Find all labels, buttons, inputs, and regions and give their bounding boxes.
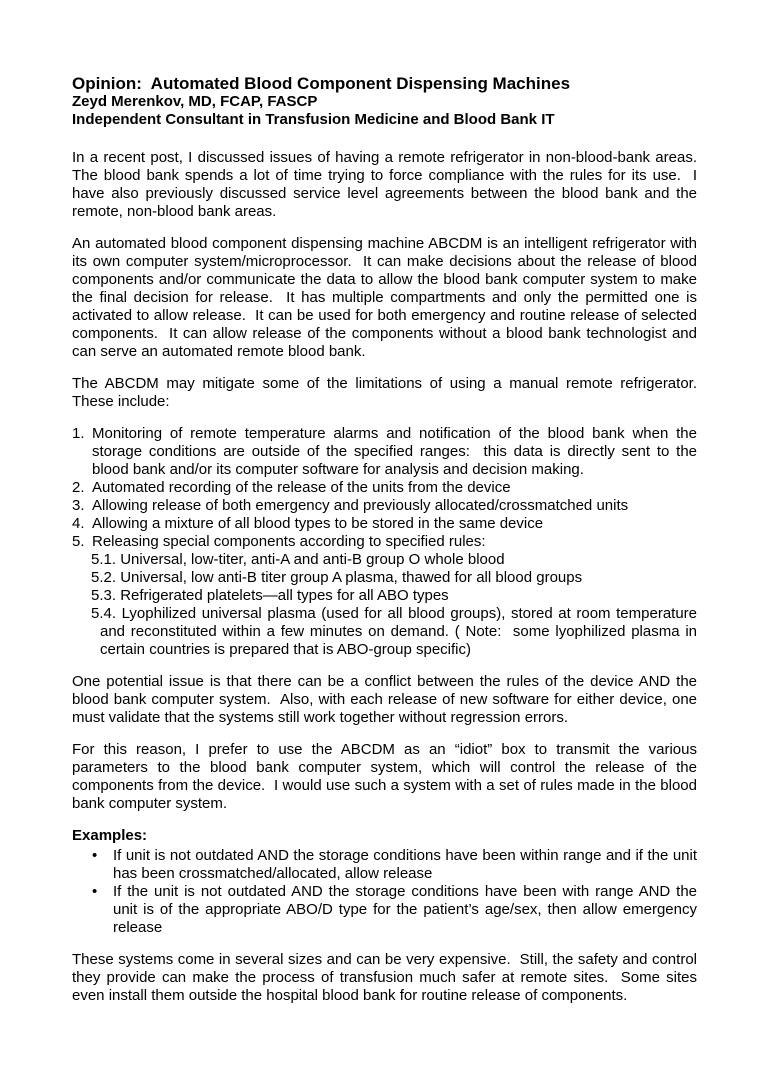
sub-list-item (91, 587, 697, 605)
document-title: Opinion: Automated Blood Component Dispensing Machines (72, 74, 571, 93)
paragraph-closing: These systems come in several sizes and can be very expensive. Still, the safety and control they provide can make the process of transfusion much safer at remote sites. Some sites even install them outside the hospital blood bank for routine release of components. (72, 951, 702, 1004)
list-item (72, 497, 697, 515)
author-line: Zeyd Merenkov, MD, FCAP, FASCP (72, 93, 318, 110)
sub-list-item-text: Lyophilized universal plasma (used for all blood groups), stored at room temperature and reconstituted within a few minutes on demand. ( Note: some lyophilized plasma in certain countries is prepared that is ABO-group specific) (100, 605, 702, 658)
examples-heading: Examples: (72, 827, 148, 844)
list-item (72, 533, 697, 551)
examples-bullet-list (72, 847, 702, 937)
numbered-list (72, 425, 702, 659)
bullet-text: If the unit is not outdated AND the storage conditions have been with range AND the unit is of the appropriate ABO/D type for the patient’s age/sex, then allow emergency release (113, 883, 702, 936)
sub-list-item-number: 5.3. (91, 587, 121, 604)
list-item-number: 1. (72, 425, 85, 442)
paragraph-conflict: One potential issue is that there can be a conflict between the rules of the device AND the blood bank computer system. Also, with each release of new software for either device, one must validate that the systems still work together without regression errors. (72, 673, 702, 726)
bullet-text: If unit is not outdated AND the storage conditions have been within range and if the unit has been crossmatched/allocated, allow release (113, 847, 702, 882)
list-item (72, 479, 697, 497)
list-item-text: Monitoring of remote temperature alarms and notification of the blood bank when the storage conditions are outside of the specified ranges: this data is directly sent to the blood bank and/or its computer software for analysis and decision making. (92, 425, 702, 478)
sub-list-item-number: 5.4. (91, 605, 122, 622)
sub-list-item-number: 5.2. (91, 569, 121, 586)
paragraph-intro: In a recent post, I discussed issues of having a remote refrigerator in non-blood-bank areas. The blood bank spends a lot of time trying to force compliance with the rules for its use. I have also previously discussed service level agreements between the blood bank and the remote, non-blood bank areas. (72, 149, 706, 220)
list-item-number: 5. (72, 533, 85, 550)
list-item-number: 3. (72, 497, 85, 514)
list-item-text: Allowing release of both emergency and previously allocated/crossmatched units (92, 497, 629, 514)
paragraph-mitigate: The ABCDM may mitigate some of the limitations of using a manual remote refrigerator. These include: (72, 375, 706, 410)
list-item-text: Releasing special components according to specified rules: (92, 533, 486, 550)
sub-list-item-text: Universal, low anti-B titer group A plasma, thawed for all blood groups (120, 569, 583, 586)
sub-list-item-number: 5.1. (91, 551, 121, 568)
paragraph-abcdm-description: An automated blood component dispensing machine ABCDM is an intelligent refrigerator with its own computer system/microprocessor. It can make decisions about the release of blood components and/or communicate the data to allow the blood bank computer system to make the final decision for release. It has multiple compartments and only the permitted one is activated to allow release. It can be used for both emergency and routine release of selected components. It can allow release of the components without a blood bank technologist and can serve an automated remote blood bank. (72, 235, 702, 360)
list-item-number: 4. (72, 515, 85, 532)
sub-list-item-text: Universal, low-titer, anti-A and anti-B group O whole blood (120, 551, 505, 568)
bullet-item (92, 847, 702, 883)
sub-list-item (91, 605, 702, 659)
list-item (72, 425, 702, 479)
list-item (72, 515, 697, 533)
paragraph-reason: For this reason, I prefer to use the ABCDM as an “idiot” box to transmit the various parameters to the blood bank computer system, which will control the release of the components from the device. I would use such a system with a set of rules made in the blood bank computer system. (72, 741, 702, 812)
list-item-number: 2. (72, 479, 85, 496)
bullet-item (92, 883, 702, 937)
list-item-text: Automated recording of the release of the units from the device (92, 479, 511, 496)
bullet-marker: • (92, 883, 98, 900)
sub-list-item (91, 569, 697, 587)
sub-list-item (91, 551, 697, 569)
affiliation-line: Independent Consultant in Transfusion Medicine and Blood Bank IT (72, 111, 555, 128)
sub-list-item-text: Refrigerated platelets—all types for all ABO types (120, 587, 449, 604)
list-item-text: Allowing a mixture of all blood types to be stored in the same device (92, 515, 544, 532)
bullet-marker: • (92, 847, 98, 864)
